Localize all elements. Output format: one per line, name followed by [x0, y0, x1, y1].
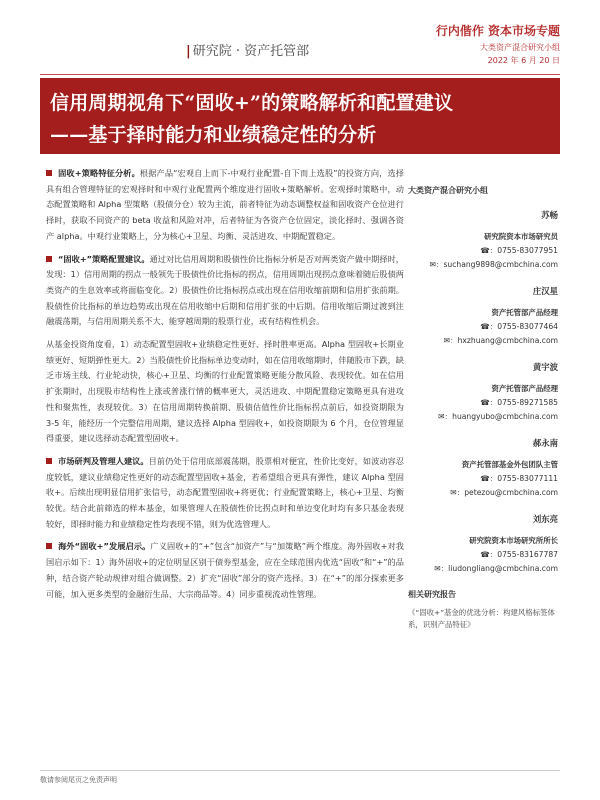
author-phone: ☎：0755-83077951 [480, 246, 558, 255]
paragraph-text: 广义固收+的“+”包含“加资产”与“加策略”两个维度。海外固收+对我国启示如下：1）海外固收+的定位明显区别于债券型基金，应在全球范围内优选“固收”和“+”的品种，结合资产轮动规律对组合做调整。2）扩充“固收”部分的资产选择。3）在“+”的部分探索更多可能，加入更多类型的金融衍生品、大宗商品等。4）同步重视流动性管理。 [46, 541, 404, 599]
bullet-square-icon [46, 543, 52, 549]
title-line-1: 信用周期视角下“固收+”的策略解析和配置建议 [50, 92, 454, 114]
author-name: 庄汉星 [532, 286, 558, 296]
header-date: 2022 年 6 月 20 日 [487, 56, 560, 65]
disclaimer: 敬请参阅尾页之免责声明 [40, 776, 117, 784]
paragraph-text: 通过对比信用周期和股债性价比指标分析是否对两类资产做中期择时，发现：1）信用周期的拐点一般领先于股债性价比指标的拐点，信用周期出现拐点意味着随后股债两类资产的生息效率或将面临变化。2）股债性价比指标拐点或出现在信用收缩前期和信用扩张前期。股债性价比指标的单边趋势或出现在信用收缩中后期和信用扩张的中后期。信用收缩后期过渡到注融震荡期，与信用周期关系不大、能穿越周期的股票行业，或有结构性机会。 [46, 253, 404, 327]
dept-label: 研究院 · 资产托管部 [192, 44, 310, 59]
author-phone: ☎：0755-83077111 [480, 474, 558, 483]
author-name: 黄宇波 [532, 362, 558, 372]
title-banner [40, 78, 560, 154]
author-card [408, 208, 558, 272]
author-title: 资产托管部基金外包团队主管 [461, 460, 558, 469]
author-name: 苏畅 [541, 210, 558, 220]
group-title: 大类资产混合研究小组 [408, 186, 488, 195]
author-sidebar [408, 166, 558, 630]
author-card [408, 512, 558, 576]
author-card [408, 436, 558, 500]
main-body [46, 166, 404, 609]
header-right [436, 22, 560, 66]
author-phone: ☎：0755-89271585 [480, 398, 558, 407]
paragraph-lead: 固收+策略特征分析。 [58, 168, 140, 178]
header-dept: | 研究院 · 资产托管部 [186, 44, 310, 59]
author-name: 刘东亮 [532, 514, 558, 524]
author-title: 资产托管部产品经理 [491, 308, 558, 317]
author-email[interactable]: ✉：suchang9898@cmbchina.com [429, 260, 558, 269]
author-phone: ☎：0755-83077464 [480, 322, 558, 331]
paragraph [46, 539, 404, 602]
footer [40, 770, 560, 785]
author-card [408, 284, 558, 348]
paragraph [46, 454, 404, 533]
title-line-2: ——基于择时能力和业绩稳定性的分析 [50, 124, 377, 146]
author-title: 资产托管部产品经理 [491, 384, 558, 393]
author-email[interactable]: ✉：huangyubo@cmbchina.com [438, 412, 558, 421]
author-card [408, 360, 558, 424]
author-name: 郝永南 [532, 438, 558, 448]
author-title: 研究院资本市场研究员 [484, 232, 558, 241]
author-title: 研究院资本市场研究所所长 [469, 536, 558, 545]
paragraph-lead: 市场研判及管理人建议。 [58, 455, 149, 466]
paragraph-lead: “固收+”策略配置建议。 [58, 253, 150, 264]
paragraph [46, 337, 404, 447]
related-report-item[interactable]: 《“固收+”基金的优选分析：构建风格标签体系，识别产品特征》 [408, 608, 555, 629]
header-group: 大类资产混合研究小组 [480, 43, 560, 52]
author-email[interactable]: ✉：liudongliang@cmbchina.com [434, 564, 558, 573]
bullet-square-icon [46, 256, 52, 262]
paragraph-text: 从基金投资角度看，1）动态配置型固收+业绩稳定性更好、择时胜率更高。Alpha 型固收+长期业绩更好、短期弹性更大。2）当股债性价比指标单边变动时，如在信用收缩期时，伴随股市下跌，缺乏市场主线、行业轮动快，核心+卫星、均衡的行业配置策略更能分散风险、表现较优。如在信用扩张期时，出现股市结构性上涨或普涨行情的概率更大，灵活进攻、中期配置稳定策略更具有进攻性和聚焦性，表现较优。3）在信用周期转换前期、股债估值性价比指标拐点前后，如投资期限为 3-5 年，能经历一个完整信用周期，建议选择 Alpha 型固收+，如投资期限为 6 个月，仓位管理显得重要，建议选择动态配置型固收+。 [46, 339, 404, 444]
paragraph-lead: 海外“固收+”发展启示。 [58, 541, 151, 552]
bullet-square-icon [46, 170, 52, 176]
paragraph [46, 166, 404, 245]
author-email[interactable]: ✉：hxzhuang@cmbchina.com [443, 336, 558, 345]
paragraph-text: 根据产品“宏观自上而下-中观行业配置-自下而上选股”的投资方向，选择具有组合管理特征的宏观择时和中观行业配置两个维度进行固收+策略解析。宏观择时策略中，动态配置策略和 Alpha 型策略（股债分仓）较为主流，前者特征为动态调整权益和固收资产仓位进行择时，获取不同资产的 beta 收益和风险对冲，后者特征为各资产仓位固定，淡化择时、强调各资产 alpha。中观行业策略上，分为核心+卫星、均衡、灵活进攻、中期配置稳定。 [46, 168, 404, 241]
header-divider [40, 74, 560, 75]
bullet-square-icon [46, 458, 52, 464]
paragraph [46, 252, 404, 331]
related-reports [408, 588, 558, 630]
paragraph-text: 目前仍处于信用底部震荡期，股票相对便宜，性价比变好，如波动容忍度较低，建议业绩稳定性更好的动态配置型固收+基金，若希望组合更具有弹性，建议 Alpha 型固收+。后续出现明显信用扩张信号，动态配置型固收+将更优；行业配置策略上，核心+卫星、均衡较优。结合此前筛选的样本基金，如果管理人在股债性价比拐点时和单边变化时均有多只基金表现较好，即择时能力和业绩稳定性均表现不错，则为优选管理人。 [46, 455, 404, 529]
related-title: 相关研究报告 [408, 590, 456, 599]
author-email[interactable]: ✉：petezou@cmbchina.com [450, 488, 558, 497]
header-category: 行内偕作 资本市场专题 [435, 24, 560, 38]
author-phone: ☎：0755-83167787 [480, 550, 558, 559]
